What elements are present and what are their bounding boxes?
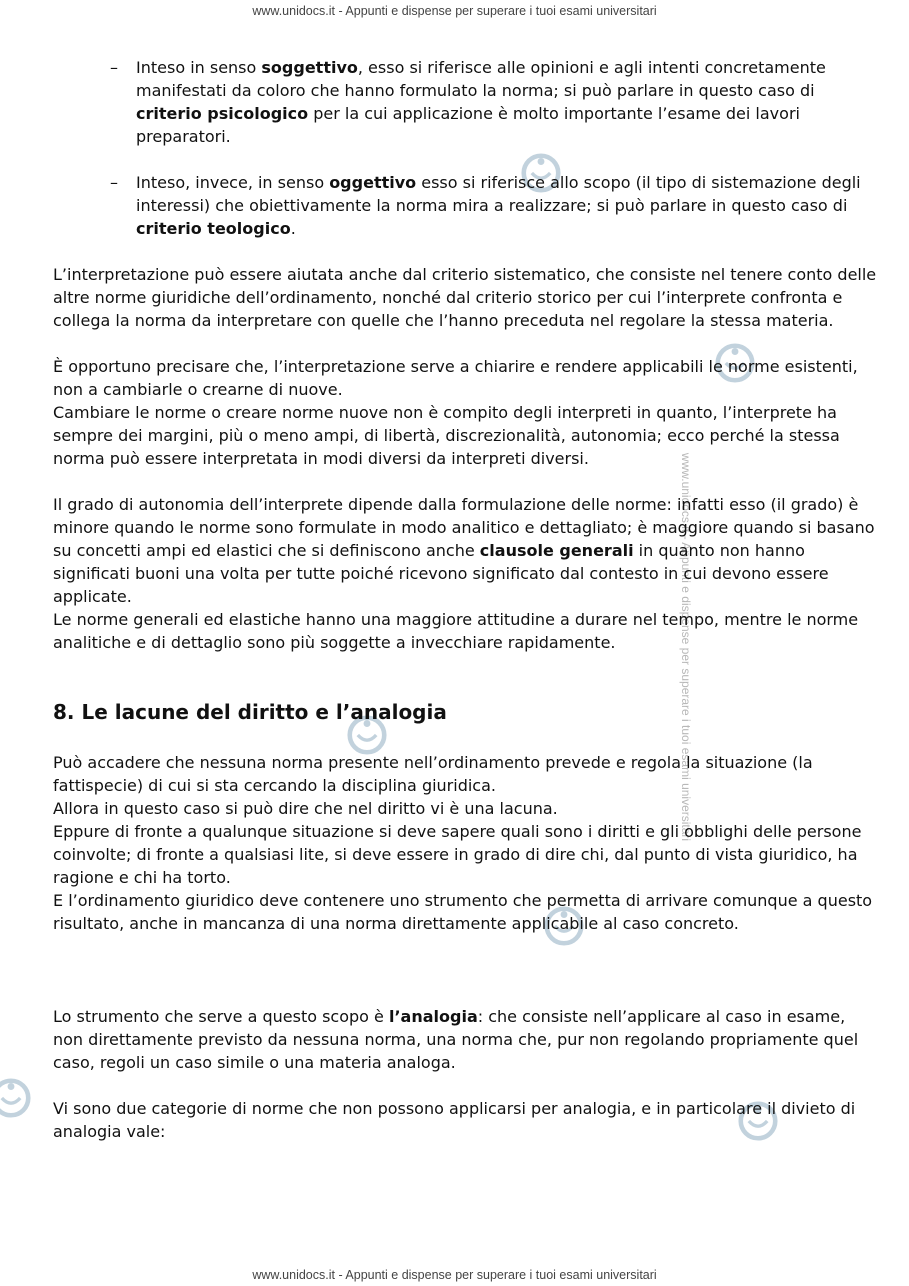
bold-term: l’analogia: [388, 1007, 478, 1026]
paragraph-grado-autonomia: [53, 493, 879, 608]
bullet-text: Inteso, invece, in senso: [136, 173, 330, 192]
watermark-side-right: www.unidocs.it - Appunti e dispense per superare i tuoi esami universitari: [679, 452, 694, 842]
watermark-header: www.unidocs.it - Appunti e dispense per superare i tuoi esami universitari: [252, 4, 657, 18]
paragraph-lacuna-4: E l’ordinamento giuridico deve contenere uno strumento che permetta di arrivare comunque a questo risultato, anche in mancanza di una norma direttamente applicabile al caso concreto.: [53, 891, 873, 933]
bullet-text: , esso si riferisce alle opinioni e agli intenti concretamente manifestati da coloro che hanno formulato la norma; si può parlare in questo caso di: [136, 58, 826, 100]
paragraph-text: Il grado di autonomia dell’interprete dipende dalla formulazione delle norme: infatti esso (il grado) è minore quando le norme sono formulate in modo analitico e dettagliato; è maggiore quando si basano su concetti ampi ed elastici che si definiscono anche: [53, 495, 875, 560]
document-page: [53, 56, 879, 1143]
section-heading: 8. Le lacune del diritto e l’analogia: [53, 700, 447, 724]
bullet-item-soggettivo: [53, 56, 879, 148]
paragraph-precisare: È opportuno precisare che, l’interpretazione serve a chiarire e rendere applicabili le norme esistenti, non a cambiarle o crearne di nuove.: [53, 357, 858, 399]
dash-marker: –: [110, 173, 118, 192]
paragraph-text: : che consiste nell’applicare al caso in esame, non direttamente previsto da nessuna norma, una norma che, pur non regolando propriamente quel caso, regoli un caso simile o una materia analoga.: [53, 1007, 859, 1072]
watermark-footer: www.unidocs.it - Appunti e dispense per superare i tuoi esami universitari: [252, 1268, 657, 1282]
paragraph-criterio-sistematico: L’interpretazione può essere aiutata anche dal criterio sistematico, che consiste nel tenere conto delle altre norme giuridiche dell’ordinamento, nonché dal criterio storico per cui l’interprete confronta e collega la norma da interpretare con quelle che l’hanno preceduta nel regolare la stessa materia.: [53, 265, 877, 330]
bullet-text: Inteso in senso: [136, 58, 262, 77]
paragraph-lacuna-1: Può accadere che nessuna norma presente nell’ordinamento prevede e regola la situazione (la fattispecie) di cui si sta cercando la disciplina giuridica.: [53, 753, 813, 795]
unidocs-logo-icon: [0, 1075, 34, 1121]
paragraph-lacuna-2: Allora in questo caso si può dire che nel diritto vi è una lacuna.: [53, 799, 558, 818]
paragraph-categorie: Vi sono due categorie di norme che non possono applicarsi per analogia, e in particolare il divieto di analogia vale:: [53, 1099, 856, 1141]
bullet-text: .: [290, 219, 296, 238]
paragraph-text: Lo strumento che serve a questo scopo è: [53, 1007, 389, 1026]
bullet-text: esso si riferisce allo scopo (il tipo di sistemazione degli interessi) che obiettivamente la norma mira a realizzare; si può parlare in questo caso di: [136, 173, 861, 215]
paragraph-cambiare-norme: Cambiare le norme o creare norme nuove non è compito degli interpreti in quanto, l’interprete ha sempre dei margini, più o meno ampi, di libertà, discrezionalità, autonomia; ecco perché la stessa norma può essere interpretata in modi diversi da interpreti diversi.: [53, 403, 840, 468]
paragraph-analogia: [53, 1005, 879, 1074]
bold-term: soggettivo: [261, 58, 358, 77]
bold-term: criterio psicologico: [136, 104, 309, 123]
dash-marker: –: [110, 58, 118, 77]
bullet-text: per la cui applicazione è molto importante l’esame dei lavori preparatori.: [136, 104, 800, 146]
bold-term: criterio teologico: [136, 219, 291, 238]
bold-term: clausole generali: [479, 541, 634, 560]
bold-term: oggettivo: [329, 173, 417, 192]
paragraph-norme-generali: Le norme generali ed elastiche hanno una maggiore attitudine a durare nel tempo, mentre le norme analitiche e di dettaglio sono più soggette a invecchiare rapidamente.: [53, 610, 859, 652]
paragraph-text: in quanto non hanno significati buoni una volta per tutte poiché ricevono significato dal contesto in cui devono essere applicate.: [53, 541, 829, 606]
paragraph-lacuna-3: Eppure di fronte a qualunque situazione si deve sapere quali sono i diritti e gli obblighi delle persone coinvolte; di fronte a qualsiasi lite, si deve essere in grado di dire chi, dal punto di vista giuridico, ha ragione e chi ha torto.: [53, 822, 862, 887]
bullet-item-oggettivo: [53, 171, 879, 240]
